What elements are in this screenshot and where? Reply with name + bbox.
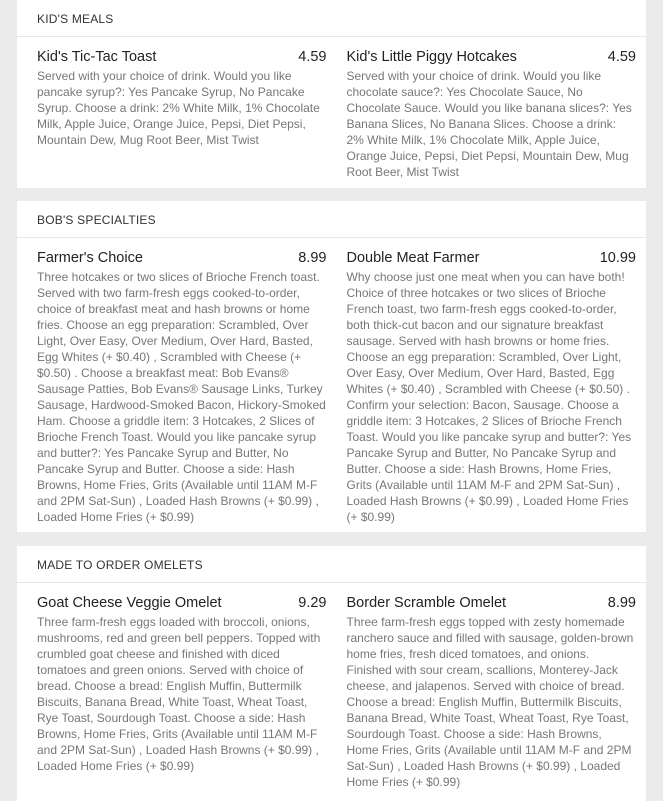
menu-item-kids-tic-tac-toast[interactable]: [37, 48, 327, 180]
section-kids-meals: [17, 0, 646, 188]
menu-item-header: [37, 594, 327, 612]
menu-item-price: 9.29: [298, 595, 327, 611]
menu-item-price: 10.99: [599, 250, 636, 266]
menu-item-border-scramble-omelet[interactable]: [347, 594, 637, 790]
menu-item-name: Farmer's Choice: [37, 250, 143, 266]
menu-item-goat-cheese-veggie-omelet[interactable]: [37, 594, 327, 790]
section-bobs-specialties: [17, 201, 646, 532]
menu-item-name: Goat Cheese Veggie Omelet: [37, 595, 222, 611]
menu-item-header: [37, 48, 327, 66]
menu-item-header: [347, 594, 637, 612]
menu-item-name: Kid's Little Piggy Hotcakes: [346, 49, 517, 65]
menu-item-price: 4.59: [298, 49, 327, 65]
section-items: [17, 583, 646, 790]
section-title: MADE TO ORDER OMELETS: [37, 558, 203, 572]
menu-item-description: Three farm-fresh eggs topped with zesty homemade ranchero sauce and filled with sausage, golden-brown home fries, fresh diced tomatoes, and onions. Finished with sour cream, scallions, Monterey-Jack cheese, and jalapenos. Served with choice of bread. Choose a bread: English Muffin, Buttermilk Biscuits, Banana Bread, White Toast, Wheat Toast, Rye Toast, Sourdough Toast. Choose a side: Hash Browns, Home Fries, Grits (Available until 11AM M-F and 2PM Sat-Sun) , Loaded Hash Browns (+ $0.99) , Loaded Home Fries (+ $0.99): [346, 615, 634, 789]
menu-item-price: 4.59: [607, 49, 636, 65]
section-items: [17, 37, 646, 180]
menu-item-description: Three farm-fresh eggs loaded with broccoli, onions, mushrooms, red and green bell peppers. Topped with crumbled goat cheese and finished with diced tomatoes and green onions. Served with choice of bread. Choose a bread: English Muffin, Buttermilk Biscuits, Banana Bread, White Toast, Wheat Toast, Rye Toast, Sourdough Toast. Choose a side: Hash Browns, Home Fries, Grits (Available until 11AM M-F and 2PM Sat-Sun) , Loaded Hash Browns (+ $0.99) , Loaded Home Fries (+ $0.99): [37, 615, 321, 773]
section-made-to-order-omelets: [17, 546, 646, 801]
menu-item-header: [347, 249, 637, 267]
menu-item-header: [37, 249, 327, 267]
menu-item-name: Kid's Tic-Tac Toast: [37, 49, 157, 65]
menu-item-double-meat-farmer[interactable]: [347, 249, 637, 525]
menu-item-price: 8.99: [607, 595, 636, 611]
menu-item-description: Why choose just one meat when you can have both! Choice of three hotcakes or two slices of Brioche French toast, two farm-fresh eggs cooked-to-order, both thick-cut bacon and our signature breakfast sausage. Served with hash browns or home fries. Choose an egg preparation: Scrambled, Over Light, Over Easy, Over Medium, Over Hard, Basted, Egg Whites (+ $0.40) , Scrambled with Cheese (+ $0.50) . Confirm your selection: Bacon, Sausage. Choose a griddle item: 3 Hotcakes, 2 Slices of Brioche French Toast. Would you like pancake syrup and butter?: Yes Pancake Syrup and Butter, No Pancake Syrup and Butter. Choose a side: Hash Browns, Home Fries, Grits (Available until 11AM M-F and 2PM Sat-Sun) , Loaded Hash Browns (+ $0.99) , Loaded Home Fries (+ $0.99): [346, 270, 632, 524]
menu-item-description: Served with your choice of drink. Would you like chocolate sauce?: Yes Chocolate Sauce, No Chocolate Sauce. Would you like banana slices?: Yes Banana Slices, No Banana Slices. Choose a drink: 2% White Milk, 1% Chocolate Milk, Apple Juice, Orange Juice, Pepsi, Diet Pepsi, Mountain Dew, Mug Root Beer, Mist Twist: [346, 69, 632, 179]
menu-item-farmers-choice[interactable]: [37, 249, 327, 525]
section-items: [17, 238, 646, 525]
menu-item-kids-little-piggy-hotcakes[interactable]: [347, 48, 637, 180]
menu-item-description: Three hotcakes or two slices of Brioche French toast. Served with two farm-fresh eggs cooked-to-order, choice of breakfast meat and hash browns or home fries. Choose an egg preparation: Scrambled, Over Light, Over Easy, Over Medium, Over Hard, Basted, Egg Whites (+ $0.40) , Scrambled with Cheese (+ $0.50) . Choose a breakfast meat: Bob Evans® Sausage Patties, Bob Evans® Sausage Links, Turkey Sausage, Hardwood-Smoked Bacon, Hickory-Smoked Ham. Choose a griddle item: 3 Hotcakes, 2 Slices of Brioche French Toast. Would you like pancake syrup and butter?: Yes Pancake Syrup and Butter, No Pancake Syrup and Butter. Choose a side: Hash Browns, Home Fries, Grits (Available until 11AM M-F and 2PM Sat-Sun) , Loaded Hash Browns (+ $0.99) , Loaded Home Fries (+ $0.99): [37, 270, 326, 524]
menu-item-header: [347, 48, 637, 66]
section-title: BOB'S SPECIALTIES: [37, 213, 156, 227]
menu-item-price: 8.99: [298, 250, 327, 266]
menu-item-name: Double Meat Farmer: [346, 250, 480, 266]
menu-item-description: Served with your choice of drink. Would you like pancake syrup?: Yes Pancake Syrup, No Pancake Syrup. Choose a drink: 2% White Milk, 1% Chocolate Milk, Apple Juice, Orange Juice, Pepsi, Diet Pepsi, Mountain Dew, Mug Root Beer, Mist Twist: [37, 69, 320, 147]
menu-item-name: Border Scramble Omelet: [346, 595, 507, 611]
section-title: KID'S MEALS: [37, 12, 114, 26]
